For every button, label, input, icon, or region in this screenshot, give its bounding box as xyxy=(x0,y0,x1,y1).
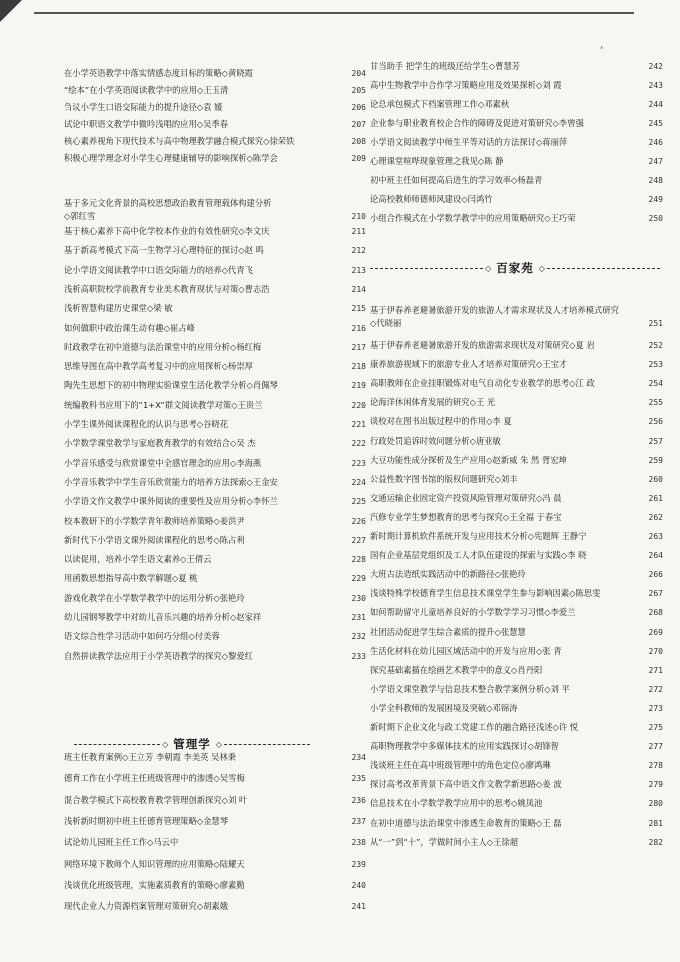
toc-entry-title: 基于伊春养老避暑旅游开发的旅游需求现状及对策研究◇夏 岩 xyxy=(370,340,595,350)
toc-entry-title: 初中班主任如何提高后进生的学习效率◇杨磊青 xyxy=(370,175,543,185)
toc-entry-page: 271 xyxy=(648,665,663,675)
toc-entry-page: 205 xyxy=(351,86,366,95)
toc-entry-page: 221 xyxy=(351,420,366,429)
toc-entry-title: 新时期下企业文化与政工党建工作的融合路径浅述◇许 悦 xyxy=(370,722,579,732)
toc-entry-title: 谈校对在图书出版过程中的作用◇李 夏 xyxy=(370,416,512,427)
toc-entry-page: 207 xyxy=(351,120,366,129)
divider-dashes xyxy=(74,744,160,745)
toc-entry-title: 基于核心素养下高中化学校本作业的有效性研究◇李文庆 xyxy=(64,226,270,236)
toc-entry-title: 企业参与职业教育校企合作的障碍及促进对策研究◇李曾强 xyxy=(370,118,584,128)
toc-entry-title: 汽修专业学生梦想教育的思考与探究◇王全福 于春宝 xyxy=(370,511,562,522)
toc-entry-title: 基于多元文化背景的高校思想政治教育管理载体构建分析 xyxy=(64,198,272,208)
toc-entry-title: 浅谈班主任在高中班级管理中的角色定位◇廖鸿琳 xyxy=(370,760,551,771)
toc-entry-title: 新时期计算机软件系统开发与应用技术分析◇宪题辉 王静宁 xyxy=(370,531,587,541)
toc-entry-page: 233 xyxy=(351,651,366,661)
diamond-icon: ◇ xyxy=(485,263,492,273)
toc-entry-title: 交通运输企业固定资产投资风险管理对策研究◇冯 晨 xyxy=(370,492,562,503)
toc-entry-title: 浅谈优化班级管理，实施素质教育的策略◇廖素勤 xyxy=(64,879,245,890)
toc-entry-title: 浅谈特殊学校德育学生信息技术课堂学生参与影响因素◇陈思雯 xyxy=(370,588,601,599)
toc-entry-title: 核心素养视角下现代技术与高中物理教学融合模式探究◇徐荣铁 xyxy=(64,136,295,146)
toc-entry-title: 试论幼儿园班主任工作◇马云中 xyxy=(64,837,179,848)
toc-entry-title: 以读促用，培养小学生语文素养◇王倩云 xyxy=(64,554,212,565)
page-corner-shadow xyxy=(0,0,22,22)
toc-entry-title: 试论中职语文教学中微吟浅唱的应用◇吴季春 xyxy=(64,119,229,129)
toc-entry-title: 现代企业人力资源档案管理对策研究◇胡素娥 xyxy=(64,901,229,912)
toc-entry-title: 生活化材料在幼儿园区域活动中的开发与应用◇张 青 xyxy=(370,645,562,656)
toc-entry-title: 小学音乐教学中学生音乐欣赏能力的培养方法探索◇王金安 xyxy=(64,476,278,487)
toc-entry-title: 德育工作在小学班主任班级管理中的渗透◇吴雪梅 xyxy=(64,773,245,784)
toc-entry-title: 自然拼读教学法应用于小学英语教学的探究◇黎爱红 xyxy=(64,650,253,661)
toc-entry-page: 270 xyxy=(648,646,663,656)
toc-entry-page: 239 xyxy=(351,859,366,869)
toc-entry-page: 246 xyxy=(648,138,663,147)
toc-entry-page: 224 xyxy=(351,477,366,487)
section-header-management xyxy=(74,736,310,752)
toc-entry-page: 273 xyxy=(648,703,663,713)
toc-entry-title: 统编教科书应用下的“1+X”群文阅读教学对策◇王贵兰 xyxy=(64,399,263,410)
toc-entry-title: 大班古法造纸实践活动中的新路径◇张艳玲 xyxy=(370,569,526,580)
toc-entry-page: 267 xyxy=(648,589,663,599)
toc-entry-page: 227 xyxy=(351,535,366,545)
toc-entry-page: 218 xyxy=(351,362,366,372)
toc-entry-title: 论小学语文阅读教学中口语交际能力的培养◇代青飞 xyxy=(64,264,253,275)
toc-entry-page: 268 xyxy=(648,608,663,618)
toc-entry[interactable] xyxy=(370,305,663,331)
toc-entry-title: 积极心理学理念对小学生心理健康辅导的影响探析◇陈学会 xyxy=(64,153,278,163)
toc-entry-page: 226 xyxy=(351,516,366,526)
toc-entry-title: 探讨高考改革背景下高中语文作文教学新思路◇姜 波 xyxy=(370,779,562,790)
toc-entry-title: 混合教学模式下高校教育教学管理创新探究◇刘 叶 xyxy=(64,794,248,805)
toc-entry-page: 229 xyxy=(351,574,366,584)
toc-entry-page: 257 xyxy=(648,436,663,446)
divider-dashes xyxy=(370,268,483,269)
toc-entry-title: 小组合作模式在小学数学教学中的应用策略研究◇王巧荣 xyxy=(370,213,576,223)
toc-entry-page: 262 xyxy=(648,512,663,522)
toc-entry-page: 263 xyxy=(648,532,663,541)
toc-entry-page: 210 xyxy=(351,212,366,221)
toc-entry-title: 浅析高职院校学前教育专业美术教育现状与对策◇曹志浩 xyxy=(64,283,270,294)
diamond-icon: ◇ xyxy=(162,739,169,749)
toc-entry-title: 论总承包模式下档案管理工作◇邓素秋 xyxy=(370,99,510,109)
toc-entry-page: 235 xyxy=(351,774,366,784)
divider-dashes xyxy=(224,744,310,745)
toc-entry-page: 247 xyxy=(648,157,663,166)
toc-entry-page: 256 xyxy=(648,417,663,427)
toc-entry-title: 刍议小学生口语交际能力的提升途径◇袁 媛 xyxy=(64,102,223,112)
toc-entry-title: 信息技术在小学数学教学应用中的思考◇姚凤池 xyxy=(370,798,543,809)
toc-entry-title: 小学语文作文教学中课外阅读的重要性及应用分析◇李怀兰 xyxy=(64,496,278,507)
toc-entry-title: 康养旅游视域下的旅游专业人才培养对策研究◇王宝才 xyxy=(370,359,568,370)
toc-entry-title: 在小学英语教学中落实情感态度目标的策略◇黄晓霞 xyxy=(64,68,253,78)
toc-entry-page: 254 xyxy=(648,379,663,389)
toc-entry-page: 219 xyxy=(351,381,366,391)
toc-entry-title: 社团活动促进学生综合素质的提升◇张慧慧 xyxy=(370,626,526,637)
toc-entry-page: 236 xyxy=(351,795,366,805)
section-title: 管理学 xyxy=(173,737,211,751)
toc-entry-title: 高职物理教学中多媒体技术的应用实践探讨◇胡锋智 xyxy=(370,741,559,752)
toc-entry-page: 252 xyxy=(648,341,663,350)
toc-entry-title: 思维导图在高中教学高考复习中的应用探析◇杨崇厚 xyxy=(64,361,253,372)
toc-entry-page: 259 xyxy=(648,455,663,465)
toc-entry-page: 253 xyxy=(648,360,663,370)
toc-entry-page: 249 xyxy=(648,195,663,204)
toc-entry-title: 大豆功能性成分探析及生产应用◇赵新威 朱 然 胥宏坤 xyxy=(370,454,567,465)
toc-entry-title: 新时代下小学语文课外阅读课程化的思考◇陈占利 xyxy=(64,534,245,545)
toc-entry-page: 208 xyxy=(351,137,366,146)
toc-entry-page: 264 xyxy=(648,551,663,561)
toc-entry-page: 240 xyxy=(351,880,366,890)
toc-entry-page: 238 xyxy=(351,838,366,848)
toc-entry-title: “绘本”在小学英语阅读教学中的应用◇王玉清 xyxy=(64,85,229,95)
toc-entry-page: 278 xyxy=(648,761,663,771)
toc-entry-page: 209 xyxy=(351,154,366,163)
toc-entry-page: 255 xyxy=(648,398,663,408)
toc-entry-title: 高职教师在企业挂职锻炼对电气自动化专业教学的思考◇江 政 xyxy=(370,378,595,389)
toc-entry-page: 223 xyxy=(351,458,366,468)
toc-entry-page: 215 xyxy=(351,304,366,314)
toc-entry-page: 280 xyxy=(648,799,663,809)
toc-entry-title: 国有企业基层党组织及工人才队伍建设的探索与实践◇李 晓 xyxy=(370,550,587,561)
toc-entry-page: 234 xyxy=(351,753,366,762)
toc-entry-page: 241 xyxy=(351,902,366,912)
toc-entry-page: 206 xyxy=(351,103,366,112)
toc-entry-page: 214 xyxy=(351,284,366,294)
toc-entry-page: 260 xyxy=(648,474,663,484)
toc-entry[interactable] xyxy=(64,198,366,224)
toc-entry-author: ◇郭红雪 xyxy=(64,211,96,221)
toc-entry-page: 217 xyxy=(351,342,366,352)
toc-entry-title: 小学生课外阅读课程化的认识与思考◇谷晓花 xyxy=(64,419,229,429)
section-header-baijiayuan xyxy=(370,260,660,276)
toc-entry-title: 校本教研下的小学数学青年教师培养策略◇姜洪尹 xyxy=(64,515,245,526)
toc-entry-title: 时政教学在初中道德与法治课堂中的应用分析◇杨红梅 xyxy=(64,341,262,352)
toc-entry-page: 243 xyxy=(648,81,663,90)
toc-entry-page: 272 xyxy=(648,684,663,694)
toc-entry-title: 论高校教师师德师风建设◇闫鸿竹 xyxy=(370,194,493,204)
toc-entry-page: 245 xyxy=(648,119,663,128)
toc-entry-title: 游戏化教学在小学数学教学中的运用分析◇张艳玲 xyxy=(64,592,245,603)
section-title: 百家苑 xyxy=(496,261,534,275)
toc-entry-title: 如何做职中政治课生动有趣◇崔占峰 xyxy=(64,322,195,333)
toc-entry-title: 高中生物教学中合作学习策略应用及效果探析◇刘 霞 xyxy=(370,80,562,90)
toc-entry-page: 230 xyxy=(351,593,366,603)
toc-entry-page: 228 xyxy=(351,555,366,565)
toc-entry-title: 陶先生思想下的初中物理实验课堂生活化教学分析◇肖佩琴 xyxy=(64,380,278,391)
toc-entry-page: 279 xyxy=(648,780,663,790)
toc-entry-title: 探究基础素描在绘画艺术教学中的意义◇肖丹阳 xyxy=(370,664,543,675)
scan-speck: * xyxy=(600,45,604,53)
toc-entry-page: 212 xyxy=(351,246,366,256)
toc-entry-page: 242 xyxy=(648,62,663,71)
toc-entry-title: 基于新高考模式下高一生物学习心理特征的探讨◇赵 鸣 xyxy=(64,245,264,256)
toc-entry-page: 269 xyxy=(648,627,663,637)
toc-entry-page: 282 xyxy=(648,837,663,847)
top-divider-line xyxy=(34,12,634,14)
toc-entry-page: 232 xyxy=(351,632,366,642)
toc-entry-title: 班主任教育案例◇王立芳 李朝霞 李美英 吴林秉 xyxy=(64,752,236,762)
toc-entry-title: 小学数学课堂教学与家庭教育教学的有效结合◇吴 杰 xyxy=(64,438,256,449)
toc-entry-page: 220 xyxy=(351,400,366,410)
toc-entry-page: 275 xyxy=(648,723,663,732)
toc-entry-title: 小学全科教师的发展困境及突破◇邓锦涛 xyxy=(370,702,518,713)
toc-entry-title: 在初中道德与法治课堂中渗透生命教育的策略◇王 磊 xyxy=(370,817,562,828)
diamond-icon: ◇ xyxy=(538,263,545,273)
toc-entry-page: 244 xyxy=(648,100,663,109)
toc-entry-title: 语文综合性学习活动中如何巧分组◇付美蓉 xyxy=(64,631,220,642)
toc-entry-title: 心理课堂喧哗现象管理之我见◇陈 静 xyxy=(370,156,504,166)
toc-entry-page: 216 xyxy=(351,323,366,333)
toc-entry-page: 248 xyxy=(648,176,663,185)
diamond-icon: ◇ xyxy=(215,739,222,749)
toc-entry-title: 幼儿园钢琴教学中对幼儿音乐兴趣的培养分析◇赵家祥 xyxy=(64,612,262,622)
toc-entry-page: 231 xyxy=(351,613,366,622)
toc-entry-title: 行政处罚追诉时效问题分析◇唐亚敏 xyxy=(370,435,501,446)
toc-entry-page: 250 xyxy=(648,214,663,223)
toc-entry-title: 基于伊春养老避暑旅游开发的旅游人才需求现状及人才培养模式研究 xyxy=(370,305,619,315)
toc-entry-page: 225 xyxy=(351,497,366,507)
divider-dashes xyxy=(547,268,660,269)
toc-entry-page: 237 xyxy=(351,816,366,826)
toc-entry-page: 251 xyxy=(648,319,663,328)
toc-entry-title: 小学语文阅读教学中师生平等对话的方法探讨◇蒋丽萍 xyxy=(370,137,568,147)
toc-entry-page: 281 xyxy=(648,818,663,828)
toc-entry-title: 小学音乐感受与欣赏课堂中全感官理念的应用◇李海燕 xyxy=(64,457,262,468)
toc-entry-page: 277 xyxy=(648,742,663,752)
toc-entry-title: 甘当助手 把学生的班级还给学生◇曹慧芳 xyxy=(370,61,521,71)
toc-entry-title: 公益性数字图书馆的版权问题研究◇刘丰 xyxy=(370,473,518,484)
toc-entry-page: 204 xyxy=(351,69,366,78)
toc-entry-title: 从“一”到“十”，学做时间小主人◇王徐超 xyxy=(370,836,519,847)
toc-entry-page: 211 xyxy=(351,227,366,236)
toc-entry-page: 266 xyxy=(648,570,663,580)
toc-entry-title: 浅析智慧构建历史课堂◇梁 敏 xyxy=(64,303,173,314)
toc-entry-page: 213 xyxy=(351,265,366,275)
toc-entry-title: 论海洋休闲体育发展的研究◇王 光 xyxy=(370,397,496,408)
toc-entry-page: 222 xyxy=(351,439,366,449)
toc-entry-title: 小学语文课堂教学与信息技术整合教学案例分析◇刘 平 xyxy=(370,683,570,694)
toc-entry-page: 261 xyxy=(648,493,663,503)
toc-entry-author: ◇代晓丽 xyxy=(370,318,402,328)
toc-entry-title: 用函数思想指导高中数学解题◇夏 桃 xyxy=(64,573,198,584)
toc-entry-title: 网络环境下教师个人知识管理的应用策略◇陆耀天 xyxy=(64,858,245,869)
toc-entry-title: 浅析新时期初中班主任德育管理策略◇金慧琴 xyxy=(64,815,229,826)
toc-entry-title: 如何帮助留守儿童培养良好的小学数学学习习惯◇李爱兰 xyxy=(370,607,576,618)
